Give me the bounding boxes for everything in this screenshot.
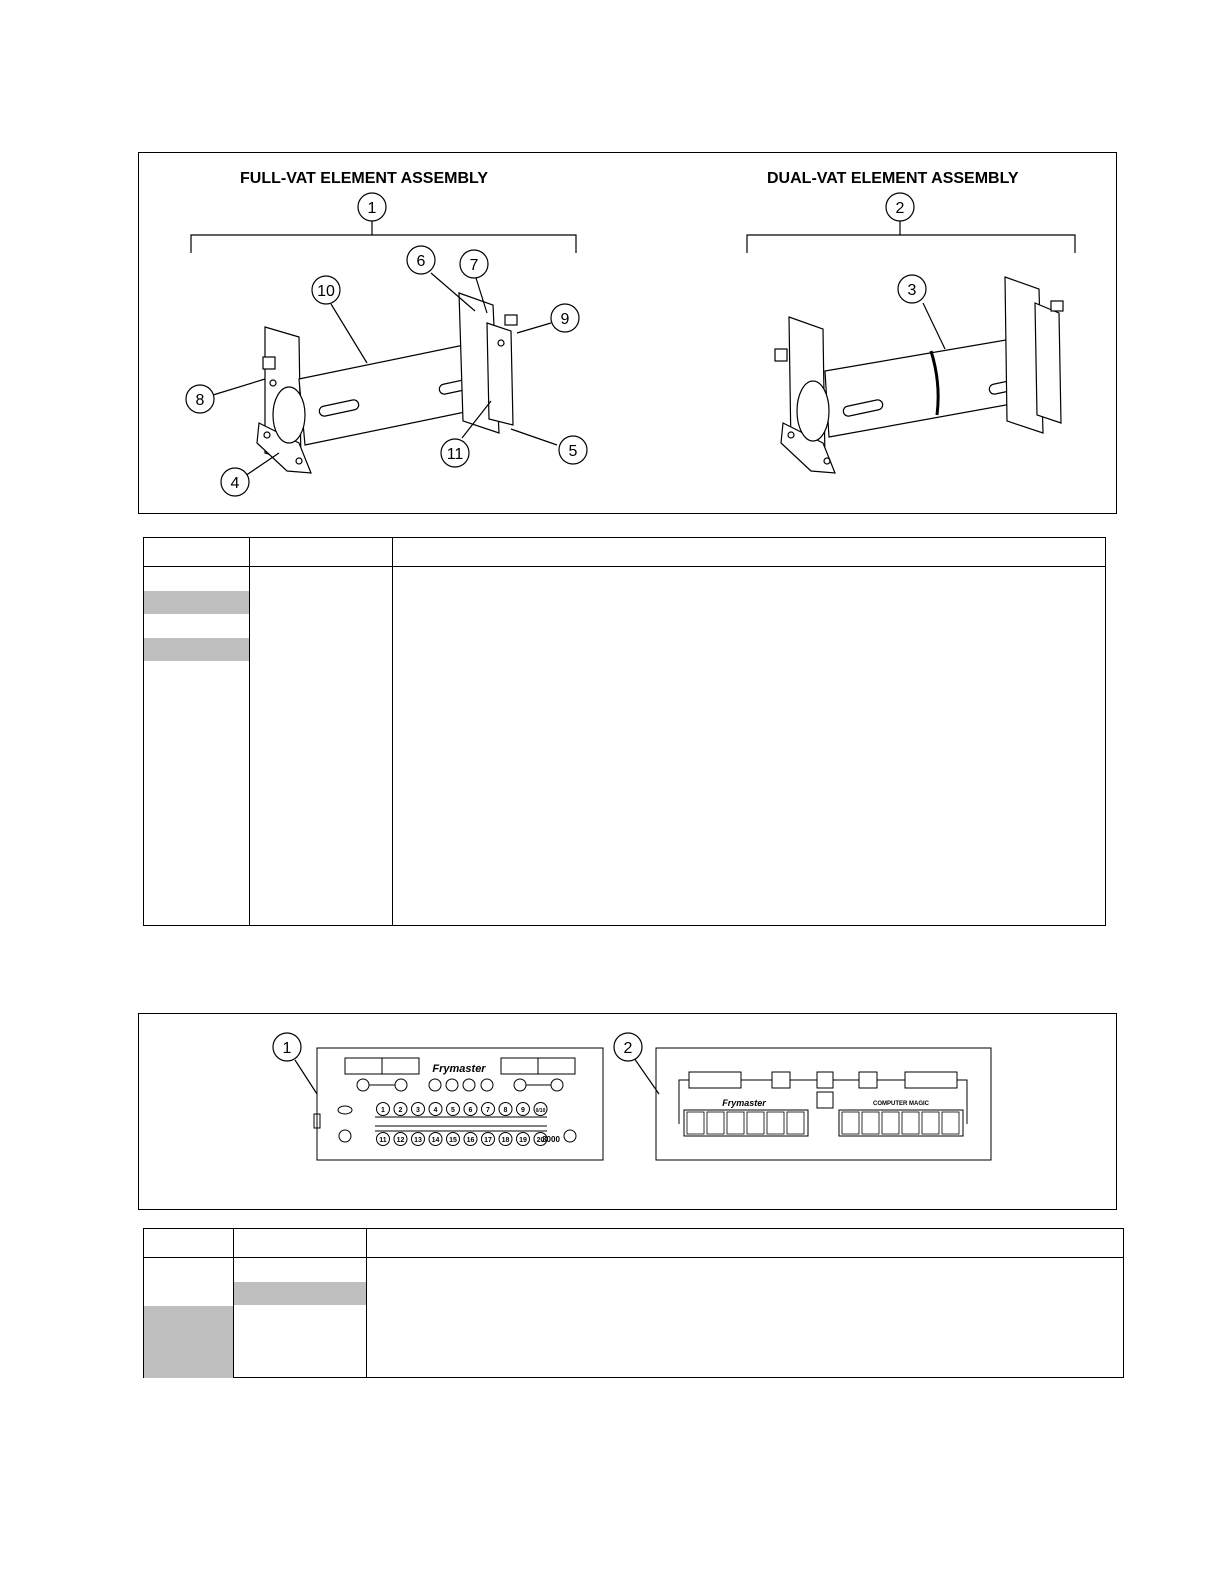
product-key-15 — [447, 1133, 460, 1146]
svg-text:9: 9 — [521, 1107, 525, 1114]
callout-1 — [358, 193, 386, 221]
svg-text:19: 19 — [519, 1137, 527, 1144]
svg-text:6: 6 — [468, 1107, 473, 1114]
svg-text:4: 4 — [230, 475, 240, 492]
svg-text:11: 11 — [379, 1137, 387, 1144]
computer-magic-key — [942, 1112, 959, 1134]
computer-magic-key — [922, 1112, 939, 1134]
svg-text:2: 2 — [623, 1040, 633, 1057]
shaded-row — [144, 1306, 233, 1378]
full-vat-title: FULL-VAT ELEMENT ASSEMBLY — [240, 170, 488, 187]
product-key-2 — [394, 1103, 407, 1116]
callout-2 — [886, 193, 914, 221]
svg-text:5: 5 — [451, 1107, 455, 1114]
element-assembly-drawing — [139, 153, 1118, 515]
product-key-7 — [482, 1103, 495, 1116]
product-key-14 — [429, 1133, 442, 1146]
computer-magic-key — [747, 1112, 764, 1134]
svg-text:6: 6 — [416, 253, 426, 270]
product-key-19 — [517, 1133, 530, 1146]
product-key-5 — [447, 1103, 460, 1116]
svg-text:0/10: 0/10 — [535, 1108, 546, 1114]
product-key-18 — [499, 1133, 512, 1146]
callout-1 — [273, 1033, 301, 1061]
svg-text:3: 3 — [907, 282, 917, 299]
table-column-divider — [392, 538, 393, 925]
controller-parts-table — [143, 1228, 1124, 1378]
svg-text:3: 3 — [416, 1107, 420, 1114]
product-key-4 — [429, 1103, 442, 1116]
svg-text:1: 1 — [381, 1107, 385, 1114]
svg-text:17: 17 — [484, 1137, 492, 1144]
svg-text:20: 20 — [536, 1137, 545, 1144]
computer-magic-key — [687, 1112, 704, 1134]
callout-2 — [614, 1033, 642, 1061]
svg-text:1: 1 — [282, 1040, 292, 1057]
shaded-row — [144, 591, 249, 614]
table-header-divider — [144, 566, 1105, 567]
computer-magic-name: COMPUTER MAGIC — [873, 1101, 929, 1107]
computer-magic-key — [787, 1112, 804, 1134]
computer-magic-key — [902, 1112, 919, 1134]
svg-text:7: 7 — [469, 257, 479, 274]
shaded-row — [144, 638, 249, 661]
computer-magic-key — [707, 1112, 724, 1134]
controller-drawing — [139, 1014, 1118, 1211]
product-key-11 — [377, 1133, 390, 1146]
callout-5 — [559, 436, 587, 464]
computer-magic-key — [767, 1112, 784, 1134]
frymaster-logo: Frymaster — [432, 1063, 486, 1075]
callout-8 — [186, 385, 214, 413]
product-key-13 — [412, 1133, 425, 1146]
computer-magic-frymaster-logo: Frymaster — [722, 1098, 766, 1108]
product-key-0/10 — [534, 1103, 547, 1116]
product-key-3 — [412, 1103, 425, 1116]
callout-10 — [312, 276, 340, 304]
callout-9 — [551, 304, 579, 332]
product-key-6 — [464, 1103, 477, 1116]
callout-11 — [441, 439, 469, 467]
table-column-divider — [366, 1229, 367, 1377]
svg-text:8: 8 — [195, 392, 205, 409]
svg-text:14: 14 — [431, 1137, 440, 1144]
element-assembly-figure — [138, 152, 1117, 514]
callout-6 — [407, 246, 435, 274]
svg-text:16: 16 — [466, 1137, 475, 1144]
table-header-divider — [144, 1257, 1123, 1258]
product-key-17 — [482, 1133, 495, 1146]
product-key-1 — [377, 1103, 390, 1116]
callout-4 — [221, 468, 249, 496]
computer-magic-key — [862, 1112, 879, 1134]
controller-figure — [138, 1013, 1117, 1210]
product-key-9 — [517, 1103, 530, 1116]
svg-text:12: 12 — [396, 1137, 405, 1144]
svg-text:2: 2 — [398, 1107, 403, 1114]
table-column-divider — [249, 538, 250, 925]
computer-magic-key — [842, 1112, 859, 1134]
svg-text:18: 18 — [501, 1137, 510, 1144]
svg-text:1: 1 — [367, 200, 377, 217]
shaded-row — [234, 1282, 366, 1305]
svg-text:10: 10 — [317, 283, 335, 300]
svg-text:15: 15 — [449, 1137, 457, 1144]
svg-text:13: 13 — [414, 1137, 422, 1144]
product-key-16 — [464, 1133, 477, 1146]
svg-text:2: 2 — [895, 200, 905, 217]
product-key-8 — [499, 1103, 512, 1116]
svg-text:9: 9 — [560, 311, 570, 328]
callout-3 — [898, 275, 926, 303]
svg-text:8: 8 — [503, 1107, 508, 1114]
computer-magic-key — [882, 1112, 899, 1134]
computer-magic-key — [727, 1112, 744, 1134]
product-key-12 — [394, 1133, 407, 1146]
dual-vat-title: DUAL-VAT ELEMENT ASSEMBLY — [767, 170, 1019, 187]
model-number: 3000 — [542, 1135, 560, 1144]
svg-text:7: 7 — [486, 1107, 490, 1114]
svg-text:5: 5 — [568, 443, 578, 460]
callout-7 — [460, 250, 488, 278]
svg-text:11: 11 — [446, 446, 464, 463]
svg-text:4: 4 — [433, 1107, 438, 1114]
element-parts-table — [143, 537, 1106, 926]
